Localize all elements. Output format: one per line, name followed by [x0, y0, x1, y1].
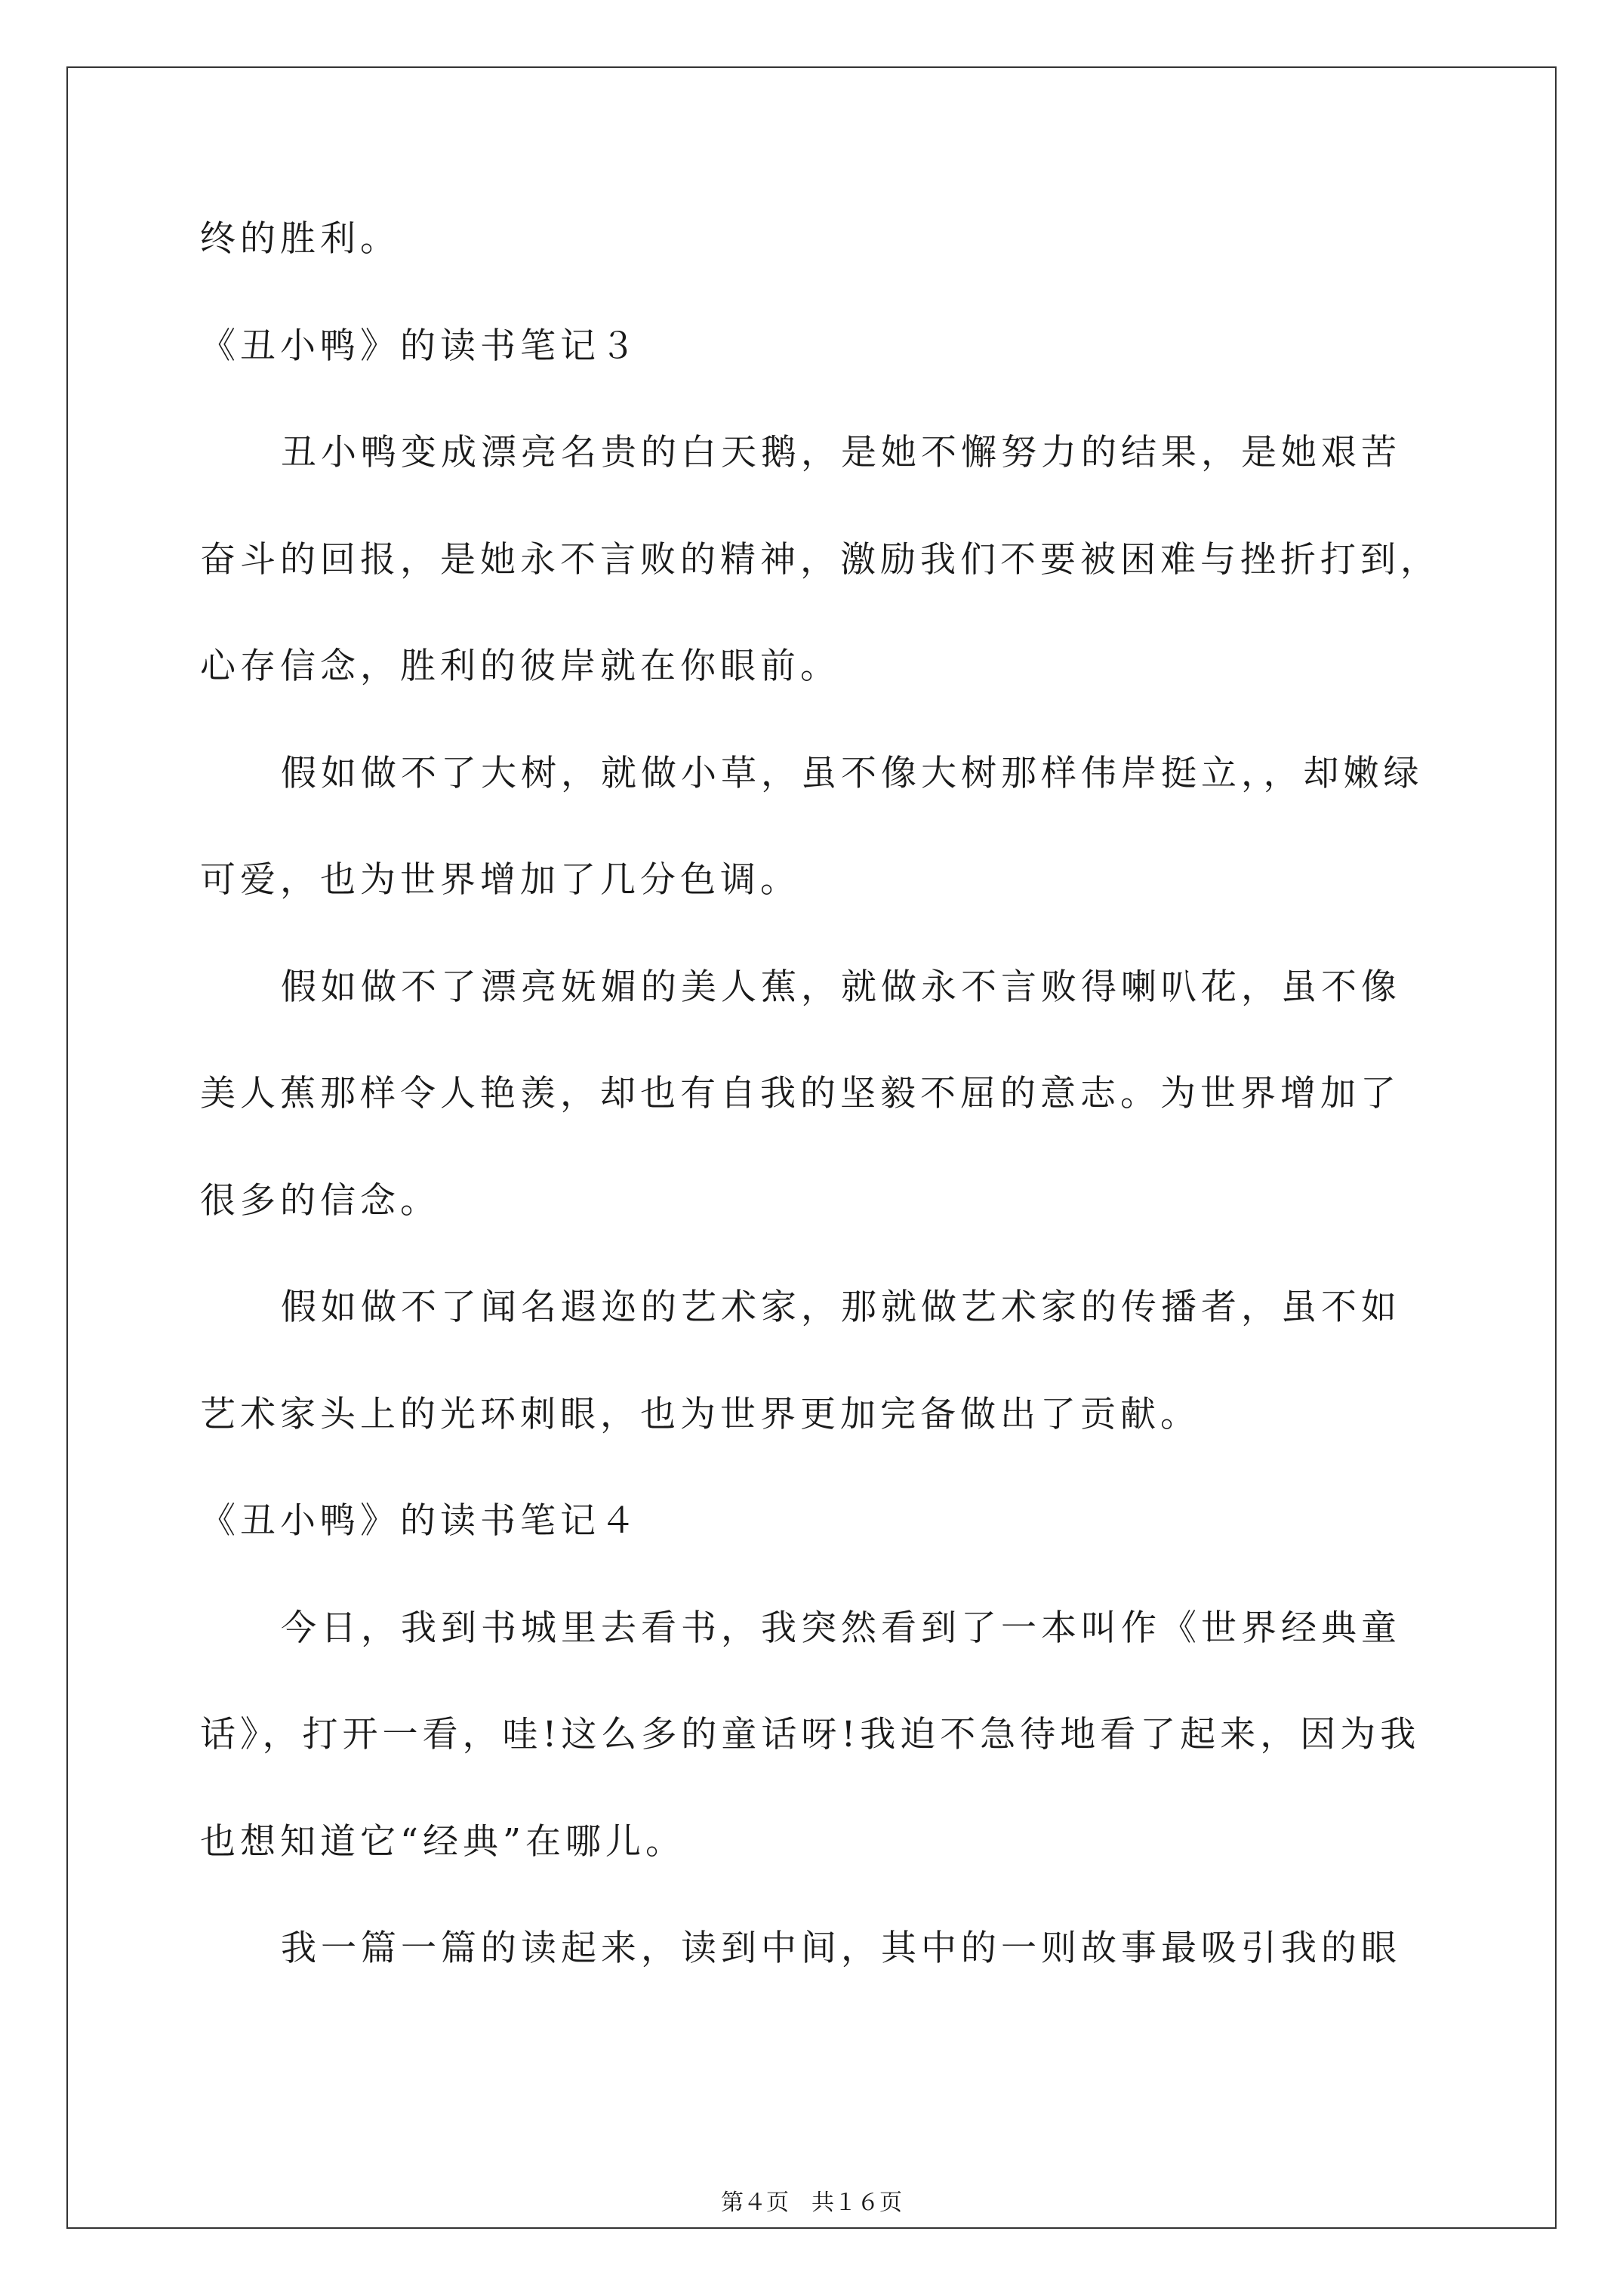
- paragraph-line: 丑小鸭变成漂亮名贵的白天鹅，是她不懈努力的结果，是她艰苦: [281, 432, 1401, 473]
- section-heading: 《丑小鸭》的读书笔记４: [200, 1500, 640, 1542]
- section-heading: 《丑小鸭》的读书笔记３: [200, 325, 640, 367]
- page-footer: 第４页 共１６页: [721, 2190, 902, 2216]
- paragraph-line: 美人蕉那样令人艳羡，却也有自我的坚毅不屈的意志。为世界增加了: [200, 1073, 1400, 1114]
- paragraph-line: 可爱，也为世界增加了几分色调。: [200, 859, 800, 901]
- paragraph-line: 也想知道它“经典”在哪儿。: [200, 1821, 686, 1863]
- paragraph-line: 奋斗的回报，是她永不言败的精神，激励我们不要被困难与挫折打到，: [200, 539, 1440, 581]
- paragraph-line: 假如做不了闻名遐迩的艺术家，那就做艺术家的传播者，虽不如: [281, 1287, 1401, 1328]
- paragraph-line: 艺术家头上的光环刺眼，也为世界更加完备做出了贡献。: [200, 1394, 1200, 1435]
- paragraph-line: 我一篇一篇的读起来，读到中间，其中的一则故事最吸引我的眼: [281, 1928, 1401, 1969]
- paragraph-line: 终的胜利。: [200, 218, 400, 260]
- paragraph-line: 今日，我到书城里去看书，我突然看到了一本叫作《世界经典童: [281, 1607, 1401, 1649]
- paragraph-line: 假如做不了大树，就做小草，虽不像大树那样伟岸挺立，，却嫩绿: [281, 753, 1424, 794]
- paragraph-line: 话》，打开一看，哇!这么多的童话呀!我迫不急待地看了起来，因为我: [200, 1714, 1421, 1755]
- paragraph-line: 很多的信念。: [200, 1180, 440, 1222]
- paragraph-line: 假如做不了漂亮妩媚的美人蕉，就做永不言败得喇叭花，虽不像: [281, 966, 1401, 1008]
- paragraph-line: 心存信念，胜利的彼岸就在你眼前。: [200, 646, 840, 687]
- page-border: [66, 66, 1557, 2229]
